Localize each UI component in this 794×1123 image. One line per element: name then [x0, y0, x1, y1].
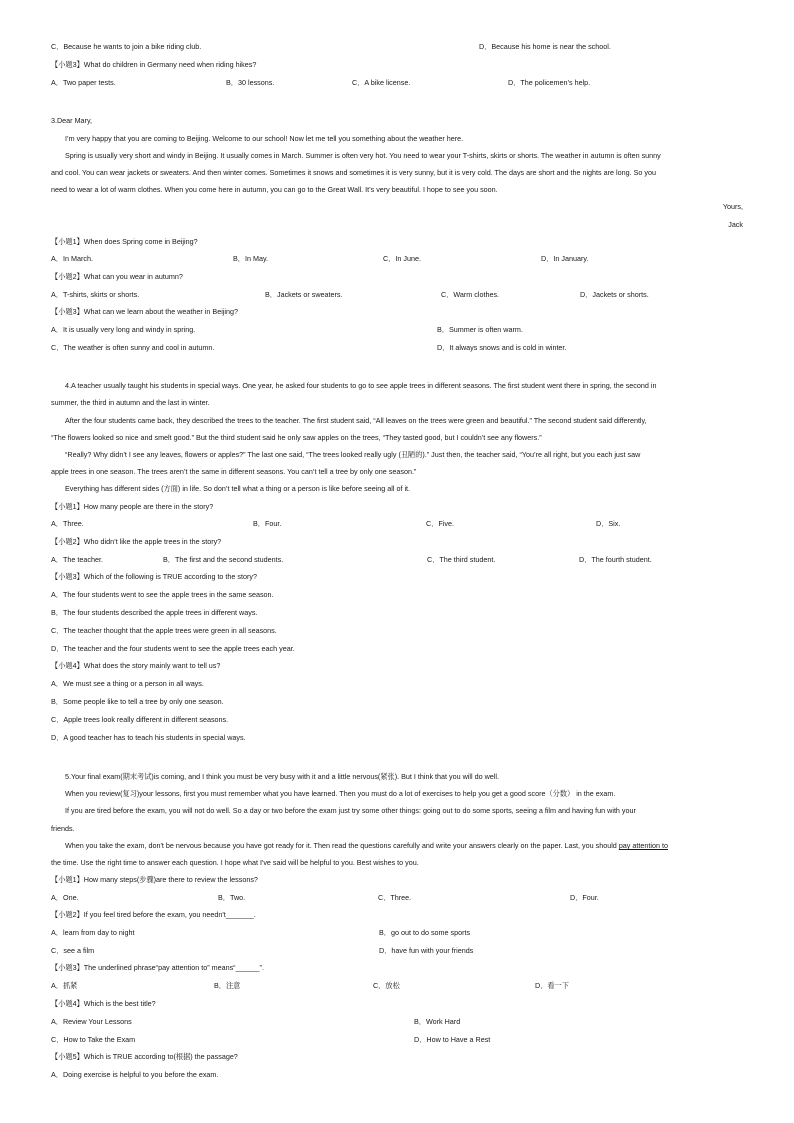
option-c: C．In June.	[383, 254, 421, 263]
letter-closing: Yours,	[722, 202, 743, 211]
option-a: A．T-shirts, skirts or shorts.	[51, 290, 140, 299]
option-b: B．In May.	[233, 254, 269, 263]
option-c: C．The third student.	[427, 555, 496, 564]
paragraph-text: When you take the exam, don't be nervous because you have got ready for it. Then read the questions carefully and write your answers clearly on the paper. Last, you should	[65, 841, 617, 850]
option-b: B．go out to do some sports	[379, 928, 471, 937]
passage-paragraph	[51, 842, 745, 849]
option-c: C．Warm clothes.	[441, 290, 500, 299]
passage-paragraph: Spring is usually very short and windy in Beijing. It usually comes in March. Summer is often very hot. You need to wear your T-shirts, skirts or shorts. The weather in autumn is often sunny	[65, 151, 661, 160]
passage-3-salutation: 3.Dear Mary,	[51, 116, 93, 125]
option-a: A．Review Your Lessons	[51, 1017, 132, 1026]
passage-paragraph: Everything has different sides (方面) in life. So don’t tell what a thing or a person is like before seeing all of it.	[65, 484, 411, 493]
passage-paragraph-line: “The flowers looked so nice and smelt good.” But the third student said he only saw apples on the trees, “They tasted good, but I couldn’t see any flowers.”	[51, 433, 542, 442]
passage-paragraph-line: friends.	[51, 824, 75, 833]
option-c: C．Five.	[426, 519, 454, 528]
passage-paragraph-line: and cool. You can wear jackets or sweaters. And then winter comes. Sometimes it snows and sometimes it is very sunny, but it is very cold. The days are short and the nights are long. So you	[51, 168, 656, 177]
option-c: C．see a film	[51, 946, 95, 955]
option-d: D．Six.	[596, 519, 621, 528]
option-c: C．How to Take the Exam	[51, 1035, 136, 1044]
option-c: C．Apple trees look really different in different seasons.	[51, 715, 229, 724]
option-c: C．放松	[373, 981, 400, 990]
option-d: D．How to Have a Rest	[414, 1035, 491, 1044]
option-a: A．The teacher.	[51, 555, 103, 564]
option-b: B．The four students described the apple trees in different ways.	[51, 608, 258, 617]
option-d: D．have fun with your friends	[379, 946, 474, 955]
option-a: A．It is usually very long and windy in spring.	[51, 325, 196, 334]
question-heading: 【小题2】If you feel tired before the exam, you needn't_______.	[51, 910, 256, 919]
option-c: C．Because he wants to join a bike riding club.	[51, 42, 202, 51]
underlined-phrase: pay attention to	[618, 841, 668, 850]
question-heading: 【小题2】Who didn’t like the apple trees in the story?	[51, 537, 222, 546]
option-a: A．Two paper tests.	[51, 78, 116, 87]
question-heading: 【小题3】The underlined phrase“pay attention to” means“______”.	[51, 963, 264, 972]
option-c: C．A bike license.	[352, 78, 411, 87]
option-d: D．The teacher and the four students went to see the apple trees each year.	[51, 644, 295, 653]
passage-paragraph-line: the time. Use the right time to answer each question. I hope what I've said will be helpful to you. Best wishes to you.	[51, 858, 419, 867]
option-d: D．The policemen’s help.	[508, 78, 591, 87]
option-c: C．Three.	[378, 893, 412, 902]
passage-paragraph: I’m very happy that you are coming to Beijing. Welcome to our school! Now let me tell you something about the weather here.	[65, 134, 464, 143]
option-d: D．Because his home is near the school.	[479, 42, 611, 51]
option-d: D．In January.	[541, 254, 589, 263]
option-a: A．Three.	[51, 519, 84, 528]
option-b: B．Jackets or sweaters.	[265, 290, 343, 299]
option-b: B．注意	[214, 981, 241, 990]
option-b: B．The first and the second students.	[163, 555, 284, 564]
option-b: B．Summer is often warm.	[437, 325, 523, 334]
option-b: B．Some people like to tell a tree by only one season.	[51, 697, 224, 706]
option-a: A．抓紧	[51, 981, 78, 990]
option-b: B．30 lessons.	[226, 78, 275, 87]
question-heading: 【小题1】When does Spring come in Beijing?	[51, 237, 198, 246]
option-a: A．One.	[51, 893, 79, 902]
letter-signature: Jack	[728, 220, 743, 229]
question-heading: 【小题3】Which of the following is TRUE according to the story?	[51, 572, 257, 581]
option-d: D．Four.	[570, 893, 599, 902]
option-b: B．Work Hard	[414, 1017, 461, 1026]
option-a: A．We must see a thing or a person in all ways.	[51, 679, 204, 688]
option-c: C．The weather is often sunny and cool in autumn.	[51, 343, 215, 352]
option-d: D．The fourth student.	[579, 555, 652, 564]
option-d: D．It always snows and is cold in winter.	[437, 343, 567, 352]
question-heading: 【小题3】What can we learn about the weather in Beijing?	[51, 307, 238, 316]
option-a: A．The four students went to see the apple trees in the same season.	[51, 590, 274, 599]
passage-paragraph: If you are tired before the exam, you will not do well. So a day or two before the exam just try some other things: going out to do some sports, seeing a film and having fun with your	[65, 806, 636, 815]
question-heading: 【小题4】Which is the best title?	[51, 999, 156, 1008]
passage-paragraph: “Really? Why didn’t I see any leaves, flowers or apples?” The last one said, “The trees looked really ugly (丑陋的).” Just then, the teacher said, “You’re all right, but you each just saw	[65, 450, 641, 459]
passage-paragraph: When you review(复习)your lessons, first you must remember what you have learned. Then you must do a lot of exercises to help you get a good score（分数） in the exam.	[65, 789, 616, 798]
passage-paragraph-line: apple trees in one season. The trees aren’t the same in different seasons. You can’t tell a tree by only one season.”	[51, 467, 417, 476]
option-c: C．The teacher thought that the apple trees were green in all seasons.	[51, 626, 277, 635]
option-d: D．A good teacher has to teach his students in special ways.	[51, 733, 246, 742]
question-heading: 【小题2】What can you wear in autumn?	[51, 272, 183, 281]
question-heading: 【小题1】How many steps(步骤)are there to review the lessons?	[51, 875, 258, 884]
option-b: B．Two.	[218, 893, 246, 902]
option-a: A．In March.	[51, 254, 93, 263]
option-d: D．看一下	[535, 981, 569, 990]
option-d: D．Jackets or shorts.	[580, 290, 649, 299]
passage-paragraph: After the four students came back, they described the trees to the teacher. The first student said, “All leaves on the trees were green and beautiful.” The second student said differently,	[65, 416, 647, 425]
question-heading: 【小题4】What does the story mainly want to tell us?	[51, 661, 221, 670]
option-b: B．Four.	[253, 519, 282, 528]
question-heading: 【小题5】Which is TRUE according to(根据) the passage?	[51, 1052, 238, 1061]
option-a: A．Doing exercise is helpful to you before the exam.	[51, 1070, 219, 1079]
passage-paragraph: 4.A teacher usually taught his students in special ways. One year, he asked four students to go to see apple trees in different seasons. The first student went there in spring, the second in	[65, 381, 657, 390]
passage-paragraph: 5.Your final exam(期末考试)is coming, and I think you must be very busy with it and a little nervous(紧张). But I think that you will do well.	[65, 772, 499, 781]
question-heading: 【小题3】What do children in Germany need when riding hikes?	[51, 60, 257, 69]
passage-paragraph-line: need to wear a lot of warm clothes. When you come here in autumn, you can go to the Great Wall. It’s very beautiful. I hope to see you soon.	[51, 185, 498, 194]
option-a: A．learn from day to night	[51, 928, 135, 937]
passage-paragraph-line: summer, the third in autumn and the last in winter.	[51, 398, 210, 407]
question-heading: 【小题1】How many people are there in the story?	[51, 502, 214, 511]
